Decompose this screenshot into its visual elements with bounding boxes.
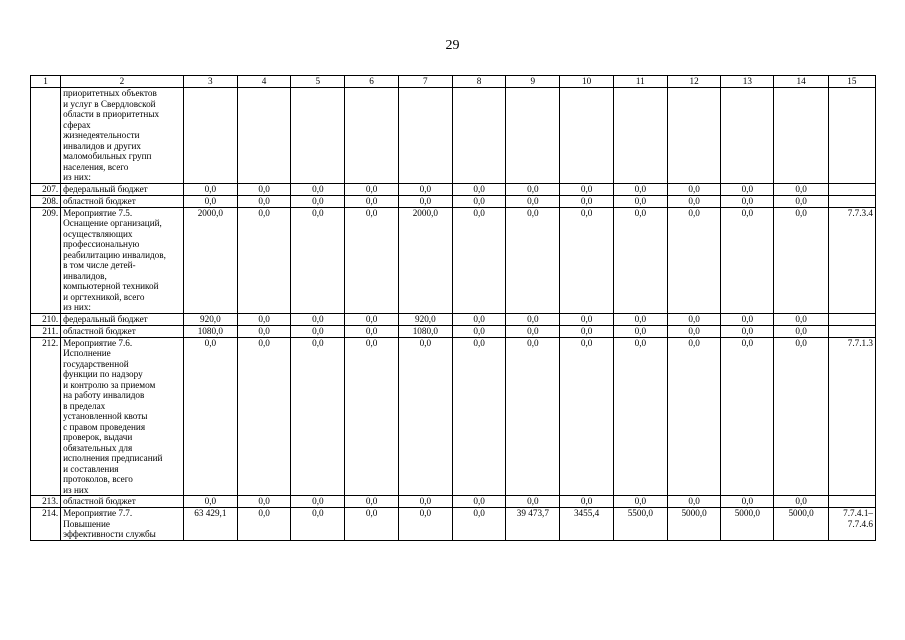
- value-cell: 0,0: [506, 313, 560, 325]
- row-description: [61, 508, 184, 541]
- column-header: 9: [506, 76, 560, 88]
- description-line: государственной: [63, 358, 129, 369]
- value-cell: 0,0: [667, 195, 720, 207]
- value-cell: 0,0: [721, 337, 774, 496]
- value-cell: 0,0: [506, 337, 560, 496]
- value-cell: [560, 88, 613, 184]
- value-cell: 0,0: [237, 496, 290, 508]
- value-cell: 0,0: [183, 183, 237, 195]
- table-row: [31, 496, 876, 508]
- row-number: 210.: [31, 313, 61, 325]
- target-indicator-ref: [828, 325, 875, 337]
- column-header: 11: [613, 76, 667, 88]
- value-cell: 0,0: [667, 337, 720, 496]
- description-line: из них: [63, 484, 89, 495]
- target-indicator-ref: [828, 496, 875, 508]
- value-cell: 0,0: [560, 207, 613, 313]
- budget-table: [30, 75, 876, 541]
- value-cell: 0,0: [291, 183, 345, 195]
- value-cell: 0,0: [613, 195, 667, 207]
- target-indicator-ref: [828, 88, 875, 184]
- value-cell: 920,0: [398, 313, 452, 325]
- value-cell: 0,0: [345, 313, 398, 325]
- description-line: федеральный бюджет: [63, 183, 148, 194]
- row-description: [61, 88, 184, 184]
- value-cell: 0,0: [237, 313, 290, 325]
- value-cell: 3455,4: [560, 508, 613, 541]
- value-cell: 0,0: [613, 496, 667, 508]
- value-cell: 0,0: [237, 508, 290, 541]
- value-cell: 0,0: [721, 207, 774, 313]
- value-cell: [183, 88, 237, 184]
- description-line: и контролю за приемом: [63, 379, 156, 390]
- row-number: [31, 88, 61, 184]
- value-cell: 0,0: [452, 313, 505, 325]
- value-cell: 0,0: [613, 313, 667, 325]
- value-cell: 5000,0: [774, 508, 828, 541]
- value-cell: 0,0: [237, 183, 290, 195]
- value-cell: 0,0: [721, 325, 774, 337]
- value-cell: 0,0: [237, 337, 290, 496]
- table-row: [31, 183, 876, 195]
- row-number: 214.: [31, 508, 61, 541]
- value-cell: 39 473,7: [506, 508, 560, 541]
- column-header: 7: [398, 76, 452, 88]
- description-line: населения, всего: [63, 161, 129, 172]
- value-cell: 0,0: [667, 313, 720, 325]
- column-header: 5: [291, 76, 345, 88]
- description-line: установленной квоты: [63, 411, 148, 421]
- value-cell: [721, 88, 774, 184]
- value-cell: [613, 88, 667, 184]
- description-line: сферах: [63, 119, 91, 130]
- description-line: областной бюджет: [63, 195, 136, 206]
- value-cell: 0,0: [774, 496, 828, 508]
- row-number: 213.: [31, 496, 61, 508]
- value-cell: 0,0: [613, 207, 667, 313]
- row-number: 208.: [31, 195, 61, 207]
- value-cell: 0,0: [452, 496, 505, 508]
- value-cell: 0,0: [560, 183, 613, 195]
- value-cell: 920,0: [183, 313, 237, 325]
- row-description: [61, 313, 184, 325]
- description-line: и услуг в Свердловской: [63, 98, 156, 109]
- value-cell: 0,0: [291, 313, 345, 325]
- value-cell: 2000,0: [398, 207, 452, 313]
- value-cell: [398, 88, 452, 184]
- description-line: реабилитацию инвалидов,: [63, 249, 166, 260]
- target-indicator-ref: [828, 313, 875, 325]
- description-line: федеральный бюджет: [63, 313, 148, 324]
- description-line: эффективности службы: [63, 529, 156, 539]
- table-body: [31, 76, 876, 541]
- value-cell: 0,0: [774, 207, 828, 313]
- target-indicator-ref: 7.7.1.3: [828, 337, 875, 496]
- row-description: [61, 337, 184, 496]
- description-line: Повышение: [63, 518, 110, 529]
- description-line: из них:: [63, 172, 91, 182]
- description-line: компьютерной техникой: [63, 281, 159, 291]
- value-cell: 0,0: [452, 337, 505, 496]
- description-line: и составления: [63, 463, 119, 474]
- value-cell: 0,0: [452, 508, 505, 541]
- description-line: приоритетных объектов: [63, 88, 157, 98]
- value-cell: 0,0: [506, 207, 560, 313]
- value-cell: 0,0: [291, 207, 345, 313]
- column-header-row: [31, 76, 876, 88]
- value-cell: 0,0: [774, 325, 828, 337]
- value-cell: 0,0: [398, 496, 452, 508]
- value-cell: 0,0: [398, 508, 452, 541]
- value-cell: 0,0: [721, 195, 774, 207]
- value-cell: 0,0: [667, 183, 720, 195]
- value-cell: 0,0: [237, 195, 290, 207]
- target-indicator-ref: 7.7.3.4: [828, 207, 875, 313]
- column-header: 6: [345, 76, 398, 88]
- value-cell: 0,0: [452, 207, 505, 313]
- value-cell: 0,0: [560, 496, 613, 508]
- description-line: проверок, выдачи: [63, 432, 133, 442]
- description-line: Оснащение организаций,: [63, 218, 162, 228]
- description-line: Мероприятие 7.7.: [63, 508, 133, 518]
- table-row: [31, 325, 876, 337]
- value-cell: 5500,0: [613, 508, 667, 541]
- value-cell: [291, 88, 345, 184]
- value-cell: 0,0: [667, 496, 720, 508]
- value-cell: [667, 88, 720, 184]
- value-cell: 0,0: [774, 195, 828, 207]
- description-line: жизнедеятельности: [63, 130, 140, 140]
- value-cell: 0,0: [345, 496, 398, 508]
- row-number: 211.: [31, 325, 61, 337]
- value-cell: 0,0: [721, 183, 774, 195]
- value-cell: 0,0: [506, 183, 560, 195]
- description-line: и оргтехникой, всего: [63, 291, 145, 302]
- table-row: [31, 337, 876, 496]
- value-cell: 0,0: [237, 207, 290, 313]
- value-cell: 0,0: [774, 313, 828, 325]
- value-cell: 0,0: [560, 325, 613, 337]
- description-line: Исполнение: [63, 348, 111, 358]
- value-cell: 0,0: [721, 313, 774, 325]
- column-header: 8: [452, 76, 505, 88]
- column-header: 2: [61, 76, 184, 88]
- description-line: Мероприятие 7.5.: [63, 207, 133, 218]
- description-line: областной бюджет: [63, 325, 136, 336]
- value-cell: 0,0: [452, 325, 505, 337]
- value-cell: 0,0: [452, 195, 505, 207]
- value-cell: 0,0: [721, 496, 774, 508]
- value-cell: [237, 88, 290, 184]
- value-cell: 0,0: [237, 325, 290, 337]
- value-cell: 0,0: [345, 183, 398, 195]
- column-header: 10: [560, 76, 613, 88]
- column-header: 4: [237, 76, 290, 88]
- row-number: 209.: [31, 207, 61, 313]
- description-line: инвалидов и других: [63, 140, 141, 151]
- description-line: в том числе детей-: [63, 260, 136, 270]
- description-line: маломобильных групп: [63, 151, 152, 161]
- value-cell: 0,0: [345, 337, 398, 496]
- value-cell: 0,0: [183, 195, 237, 207]
- description-line: из них:: [63, 302, 91, 312]
- description-line: области в приоритетных: [63, 109, 160, 119]
- description-line: Мероприятие 7.6.: [63, 337, 133, 348]
- value-cell: 0,0: [398, 337, 452, 496]
- table-row: [31, 88, 876, 184]
- value-cell: 0,0: [183, 337, 237, 496]
- value-cell: 0,0: [398, 195, 452, 207]
- value-cell: 0,0: [613, 183, 667, 195]
- target-indicator-ref: 7.7.4.1– 7.7.4.6: [828, 508, 875, 541]
- value-cell: 0,0: [345, 207, 398, 313]
- column-header: 1: [31, 76, 61, 88]
- target-indicator-ref: [828, 195, 875, 207]
- target-indicator-ref: [828, 183, 875, 195]
- table-row: [31, 508, 876, 541]
- value-cell: [774, 88, 828, 184]
- description-line: с правом проведения: [63, 421, 146, 432]
- column-header: 14: [774, 76, 828, 88]
- value-cell: 5000,0: [667, 508, 720, 541]
- description-line: обязательных для: [63, 442, 133, 453]
- value-cell: 0,0: [774, 183, 828, 195]
- value-cell: 5000,0: [721, 508, 774, 541]
- value-cell: 0,0: [291, 496, 345, 508]
- column-header: 15: [828, 76, 875, 88]
- column-header: 3: [183, 76, 237, 88]
- value-cell: 0,0: [345, 195, 398, 207]
- value-cell: 0,0: [560, 195, 613, 207]
- row-description: [61, 325, 184, 337]
- description-line: на работу инвалидов: [63, 390, 145, 400]
- value-cell: 0,0: [506, 325, 560, 337]
- value-cell: 0,0: [398, 183, 452, 195]
- description-line: инвалидов,: [63, 270, 107, 281]
- row-description: [61, 207, 184, 313]
- row-description: [61, 183, 184, 195]
- description-line: областной бюджет: [63, 496, 136, 506]
- description-line: функции по надзору: [63, 369, 143, 379]
- row-description: [61, 496, 184, 508]
- value-cell: 0,0: [774, 337, 828, 496]
- value-cell: 0,0: [506, 496, 560, 508]
- value-cell: 0,0: [667, 325, 720, 337]
- value-cell: 2000,0: [183, 207, 237, 313]
- value-cell: 0,0: [345, 325, 398, 337]
- table-row: [31, 207, 876, 313]
- value-cell: 0,0: [560, 313, 613, 325]
- value-cell: 0,0: [506, 195, 560, 207]
- value-cell: 0,0: [291, 325, 345, 337]
- value-cell: 0,0: [613, 325, 667, 337]
- row-description: [61, 195, 184, 207]
- description-line: в пределах: [63, 400, 106, 411]
- value-cell: [506, 88, 560, 184]
- column-header: 13: [721, 76, 774, 88]
- value-cell: 63 429,1: [183, 508, 237, 541]
- value-cell: 0,0: [183, 496, 237, 508]
- value-cell: 0,0: [613, 337, 667, 496]
- value-cell: 1080,0: [398, 325, 452, 337]
- column-header: 12: [667, 76, 720, 88]
- table-row: [31, 313, 876, 325]
- value-cell: 0,0: [345, 508, 398, 541]
- value-cell: 0,0: [291, 195, 345, 207]
- description-line: профессиональную: [63, 239, 140, 249]
- value-cell: [452, 88, 505, 184]
- value-cell: 1080,0: [183, 325, 237, 337]
- table-row: [31, 195, 876, 207]
- value-cell: 0,0: [291, 337, 345, 496]
- value-cell: 0,0: [560, 337, 613, 496]
- value-cell: 0,0: [667, 207, 720, 313]
- description-line: протоколов, всего: [63, 474, 133, 484]
- page-number: 29: [445, 38, 460, 53]
- row-number: 207.: [31, 183, 61, 195]
- value-cell: [345, 88, 398, 184]
- description-line: осуществляющих: [63, 228, 133, 239]
- description-line: исполнения предписаний: [63, 453, 163, 463]
- value-cell: 0,0: [291, 508, 345, 541]
- value-cell: 0,0: [452, 183, 505, 195]
- row-number: 212.: [31, 337, 61, 496]
